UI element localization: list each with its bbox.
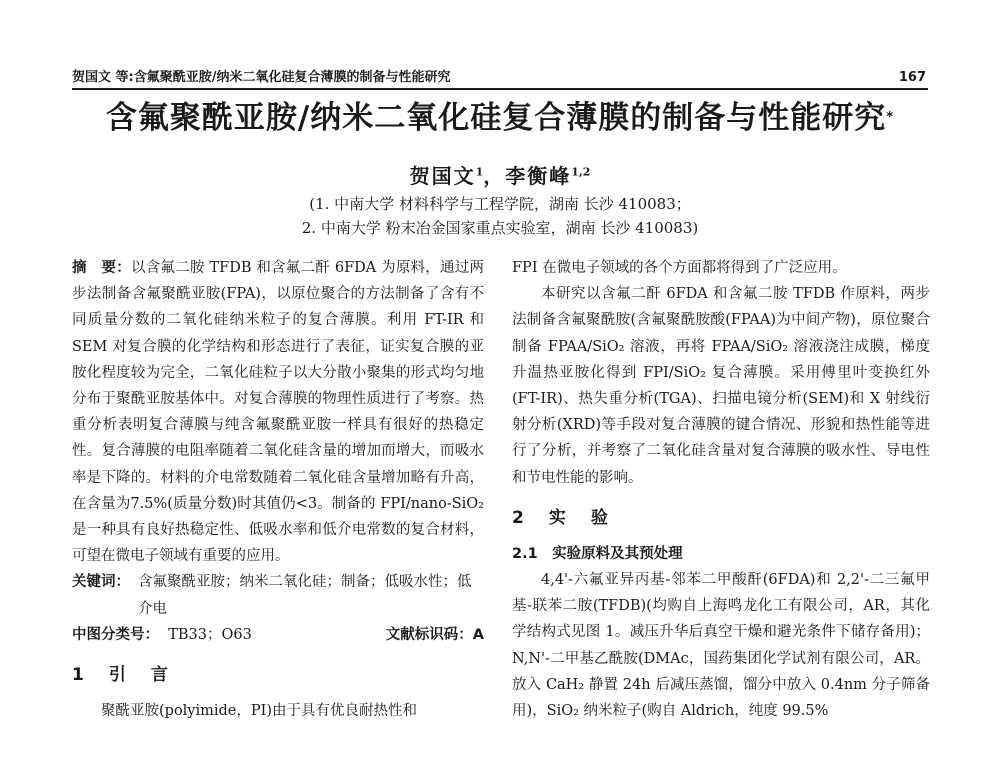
- intro-continued: FPI 在微电子领域的各个方面都将得到了广泛应用。: [512, 260, 847, 276]
- right-column: [512, 255, 930, 760]
- section-heading-intro: 1 引 言: [72, 665, 172, 686]
- classification: [72, 622, 252, 648]
- abstract: [72, 255, 484, 569]
- running-head-text: 贺国文 等:含氟聚酰亚胺/纳米二氧化硅复合薄膜的制备与性能研究: [72, 70, 451, 85]
- affiliation-2: 2. 中南大学 粉末冶金国家重点实验室，湖南 长沙 410083): [301, 219, 699, 237]
- author-1: 贺国文: [409, 164, 476, 188]
- keywords-label: 关键词：: [72, 574, 130, 591]
- running-head: [72, 70, 928, 90]
- author-line: [0, 160, 1000, 189]
- author-separator: ，: [483, 164, 506, 188]
- paper-title: [60, 98, 940, 138]
- classification-label: 中图分类号：: [72, 626, 159, 643]
- affiliation-1: (1. 中南大学 材料科学与工程学院，湖南 长沙 410083；: [309, 195, 691, 213]
- keywords-text: 含氟聚酰亚胺；纳米二氧化硅；制备；低吸水性；低介电: [138, 574, 472, 617]
- subsection-heading-materials: 2.1 实验原料及其预处理: [512, 545, 683, 562]
- title-footnote-mark: *: [886, 110, 895, 125]
- abstract-label: 摘 要：: [72, 260, 131, 276]
- keywords: [72, 569, 484, 621]
- author-2-affil: 1,2: [571, 165, 591, 179]
- author-2: 李衡峰: [505, 164, 572, 188]
- intro-paragraph-2: 本研究以含氟二酐 6FDA 和含氟二胺 TFDB 作原料，两步法制备含氟聚酰胺(含氟聚酰胺酸(FPAA)为中间产物)，原位聚合制备 FPAA/SiO₂ 溶液，再将 FPAA/SiO₂ 溶液浇注成膜，梯度升温热亚胺化得到 FPI/SiO₂ 复合薄膜。采用傅里叶变换红外(FT-IR)、热失重分析(TGA)、扫描电镜分析(SEM)和 X 射线衍射分析(XRD)等手段对复合薄膜的键合情况、形貌和热性能等进行了分析，并考察了二氧化硅含量对复合薄膜的吸水性、导电性和节电性能的影响。: [512, 286, 930, 486]
- intro-paragraph: 聚酰亚胺(polyimide，PI)由于具有优良耐热性和: [101, 703, 418, 720]
- paper-title-text: 含氟聚酰亚胺/纳米二氧化硅复合薄膜的制备与性能研究: [105, 100, 887, 136]
- classification-row: [72, 622, 484, 648]
- section-heading-experiment: 2 实 验: [512, 507, 612, 528]
- page-number: 167: [898, 70, 926, 85]
- doc-code-label: 文献标识码：: [385, 626, 473, 643]
- abstract-text: 以含氟二胺 TFDB 和含氟二酐 6FDA 为原料，通过两步法制备含氟聚酰亚胺(FPA)，以原位聚合的方法制备了含有不同质量分数的二氧化硅纳米粒子的复合薄膜。利用 FT-IR 和 SEM 对复合膜的化学结构和形态进行了表征，证实复合膜的亚胺化程度较为完全，二氧化硅粒子以大分散小聚集的形式均匀地分布于聚酰亚胺基体中。对复合薄膜的物理性质进行了考察。热重分析表明复合薄膜与纯含氟聚酰亚胺一样具有很好的热稳定性。复合薄膜的电阻率随着二氧化硅含量的增加而增大，而吸水率是下降的。材料的介电常数随着二氧化硅含量增加略有升高，在含量为7.5%(质量分数)时其值仍<3。制备的 FPI/nano-SiO₂ 是一种具有良好热稳定性、低吸水率和低介电常数的复合材料，可望在微电子领域有重要的应用。: [72, 260, 484, 565]
- materials-paragraph: 4,4'-六氟亚异丙基-邻苯二甲酸酐(6FDA)和 2,2'-二三氟甲基-联苯二胺(TFDB)(均购自上海鸣龙化工有限公司，AR，其化学结构式见图 1。减压升华后真空干燥和避光条件下储存备用)；N,N'-二甲基乙酰胺(DMAc，国药集团化学试剂有限公司，AR。放入 CaH₂ 静置 24h 后减压蒸馏，馏分中放入 0.4nm 分子筛备用)，SiO₂ 纳米粒子(购自 Aldrich，纯度 99.5%: [512, 572, 930, 720]
- author-1-affil: 1: [475, 165, 484, 179]
- classification-value: TB33；O63: [168, 626, 252, 643]
- doc-code-value: A: [472, 626, 484, 643]
- doc-code: [386, 622, 484, 648]
- left-column: [72, 255, 484, 760]
